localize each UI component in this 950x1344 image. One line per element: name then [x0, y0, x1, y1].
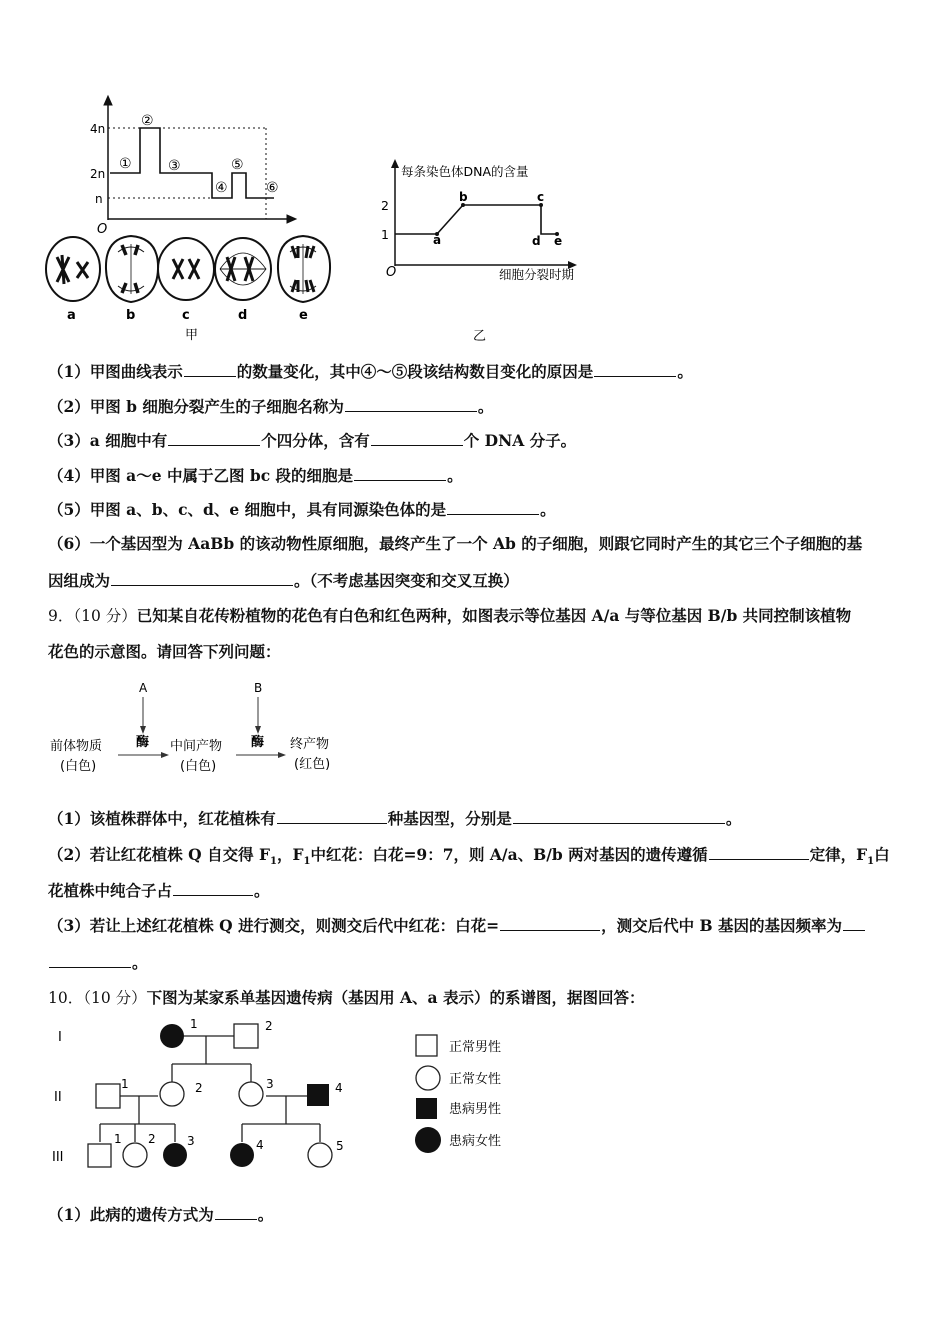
yi-point-e: e [554, 234, 563, 248]
cell-label-c: c [182, 308, 190, 323]
cell-c [158, 238, 214, 300]
ind-II4-affected-male [307, 1084, 329, 1106]
q10-part1: （1）此病的遗传方式为 。 [48, 1205, 274, 1224]
jia-seg-5: ⑤ [231, 157, 244, 173]
jia-y-label-4n: 4n [90, 122, 106, 136]
gene-b-label: B [254, 681, 263, 695]
jia-graph [104, 96, 296, 223]
jia-y-label-n: n [95, 192, 103, 206]
q10-stem: 10．（10 分）下图为某家系单基因遗传病（基因用 A、a 表示）的系谱图，据图回答： [48, 988, 645, 1007]
blank[interactable] [215, 1218, 257, 1220]
blank[interactable] [168, 444, 260, 446]
substrate-intermediate-color: (白色) [180, 759, 217, 774]
substrate-end-product: 终产物 [290, 737, 330, 752]
ind-number: 4 [335, 1081, 343, 1095]
legend-affected-male: 患病男性 [449, 1102, 502, 1117]
blank[interactable] [111, 584, 293, 586]
ind-number: 3 [187, 1134, 195, 1148]
cell-b [106, 236, 158, 302]
q8-part5: （5）甲图 a、b、c、d、e 细胞中，具有同源染色体的是 。 [48, 500, 556, 519]
cell-e [278, 236, 330, 302]
blank[interactable] [513, 822, 725, 824]
q8-part4: （4）甲图 a～e 中属于乙图 bc 段的细胞是 。 [48, 466, 463, 485]
gene-a-label: A [139, 681, 148, 695]
jia-x-arrow [287, 215, 296, 223]
q9-stem-line1: 9．（10 分）已知某自花传粉植物的花色有白色和红色两种，如图表示等位基因 A/a 与等位基因 B/b 共同控制该植物 [48, 606, 852, 625]
ind-number: 3 [266, 1077, 274, 1091]
ind-III1-normal-male [88, 1144, 111, 1167]
q9-part1: （1）该植株群体中，红花植株有 种基因型，分别是 。 [48, 809, 742, 828]
ind-number: 1 [190, 1017, 198, 1031]
pedigree-chart [44, 1012, 534, 1178]
yi-y-tick-2: 2 [381, 198, 389, 213]
q8-part3: （3）a 细胞中有 个四分体，含有 个 DNA 分子。 [48, 431, 577, 450]
generation-label-II: II [54, 1090, 62, 1105]
enzyme-1: 酶 [136, 735, 150, 750]
ind-II2-normal-female [160, 1082, 184, 1106]
blank[interactable] [173, 894, 253, 896]
blank[interactable] [843, 929, 865, 931]
substrate-intermediate: 中间产物 [170, 739, 223, 754]
legend-affected-male-icon [416, 1098, 437, 1119]
legend-normal-male: 正常男性 [449, 1040, 502, 1055]
blank[interactable] [345, 410, 477, 412]
cell-d [215, 238, 271, 300]
yi-point-a: a [433, 233, 442, 247]
cell-label-e: e [299, 308, 308, 323]
ind-number: 2 [195, 1081, 203, 1095]
generation-label-III: III [52, 1150, 64, 1165]
jia-seg-6: ⑥ [266, 180, 279, 196]
ind-number: 1 [114, 1132, 122, 1146]
legend-normal-female-icon [416, 1066, 440, 1090]
figure-yi [375, 150, 605, 346]
q8-part2: （2）甲图 b 细胞分裂产生的子细胞名称为 。 [48, 397, 494, 416]
ind-III4-affected-female [230, 1143, 254, 1167]
blank[interactable] [371, 444, 463, 446]
cell-a [46, 237, 100, 301]
jia-curve [110, 128, 274, 198]
yi-point-c: c [537, 190, 545, 204]
ind-III5-normal-female [308, 1143, 332, 1167]
blank[interactable] [447, 513, 539, 515]
enzyme-2: 酶 [251, 735, 265, 750]
ind-I2-normal-male [234, 1024, 258, 1048]
q9-part2-line1: （2）若让红花植株 Q 自交得 $F_1$，$F_1$中红花：白花=9：7，则 A/a、B/b 两对基因的遗传遵循 定律，$F_1$白 [48, 845, 890, 868]
substrate-precursor: 前体物质 [50, 739, 103, 754]
ind-number: 2 [265, 1019, 273, 1033]
ind-number: 4 [256, 1138, 264, 1152]
ind-number: 5 [336, 1139, 344, 1153]
question-number: 10．（10 分） [48, 989, 147, 1007]
yi-origin: O [386, 265, 397, 280]
q9-part3-line2: 。 [48, 951, 148, 973]
jia-seg-1: ① [119, 156, 132, 172]
blank[interactable] [184, 375, 236, 377]
blank[interactable] [354, 479, 446, 481]
ind-number: 2 [148, 1132, 156, 1146]
ind-II3-normal-female [239, 1082, 263, 1106]
jia-caption: 甲 [185, 328, 199, 343]
cell-label-d: d [238, 308, 248, 323]
yi-y-title: 每条染色体DNA的含量 [401, 164, 529, 179]
ind-number: 1 [121, 1077, 129, 1091]
jia-y-label-2n: 2n [90, 167, 106, 181]
ind-III3-affected-female [163, 1143, 187, 1167]
legend-affected-female-icon [415, 1127, 441, 1153]
ind-II1-normal-male [96, 1084, 120, 1108]
pedigree-lines [100, 1036, 320, 1142]
yi-point-b: b [459, 190, 468, 204]
figure-jia [40, 92, 350, 344]
jia-seg-4: ④ [215, 180, 228, 196]
q9-part3-line1: （3）若让上述红花植株 Q 进行测交，则测交后代中红花：白花= ，测交后代中 B 基因的基因频率为 [48, 914, 866, 936]
yi-curve [395, 205, 557, 234]
blank[interactable] [594, 375, 676, 377]
blank[interactable] [277, 822, 387, 824]
yi-y-arrow [391, 159, 399, 168]
q8-part6-line2: 因组成为 。（不考虑基因突变和交叉互换） [48, 571, 519, 590]
cell-label-a: a [67, 308, 76, 323]
jia-seg-3: ③ [168, 158, 181, 174]
substrate-precursor-color: (白色) [60, 759, 97, 774]
pathway-diagram [44, 676, 354, 784]
legend-affected-female: 患病女性 [449, 1134, 502, 1149]
ind-I1-affected-female [160, 1024, 184, 1048]
blank[interactable] [500, 929, 600, 931]
yi-y-tick-1: 1 [381, 227, 389, 242]
q8-part1: （1）甲图曲线表示 的数量变化，其中④～⑤段该结构数目变化的原因是 。 [48, 362, 693, 381]
jia-seg-2: ② [141, 113, 154, 129]
jia-origin: O [97, 222, 108, 237]
q9-stem-line2: 花色的示意图。请回答下列问题： [48, 642, 281, 661]
jia-y-arrow [104, 96, 112, 105]
cell-label-b: b [126, 308, 136, 323]
legend-normal-female: 正常女性 [449, 1072, 502, 1087]
yi-point-d: d [532, 234, 541, 248]
substrate-end-product-color: (红色) [294, 757, 331, 772]
pedigree-legend [415, 1035, 501, 1153]
q9-part2-line2: 花植株中纯合子占 。 [48, 881, 270, 900]
blank[interactable] [709, 858, 809, 860]
yi-x-title: 细胞分裂时期 [499, 267, 575, 282]
question-number: 9．（10 分） [48, 607, 137, 625]
legend-normal-male-icon [416, 1035, 437, 1056]
generation-label-I: I [58, 1030, 62, 1045]
blank[interactable] [49, 966, 131, 968]
q8-part6-line1: （6）一个基因型为 AaBb 的该动物性原细胞，最终产生了一个 Ab 的子细胞，则跟它同时产生的其它三个子细胞的基 [48, 534, 863, 553]
ind-III2-normal-female [123, 1143, 147, 1167]
yi-caption: 乙 [473, 329, 487, 344]
